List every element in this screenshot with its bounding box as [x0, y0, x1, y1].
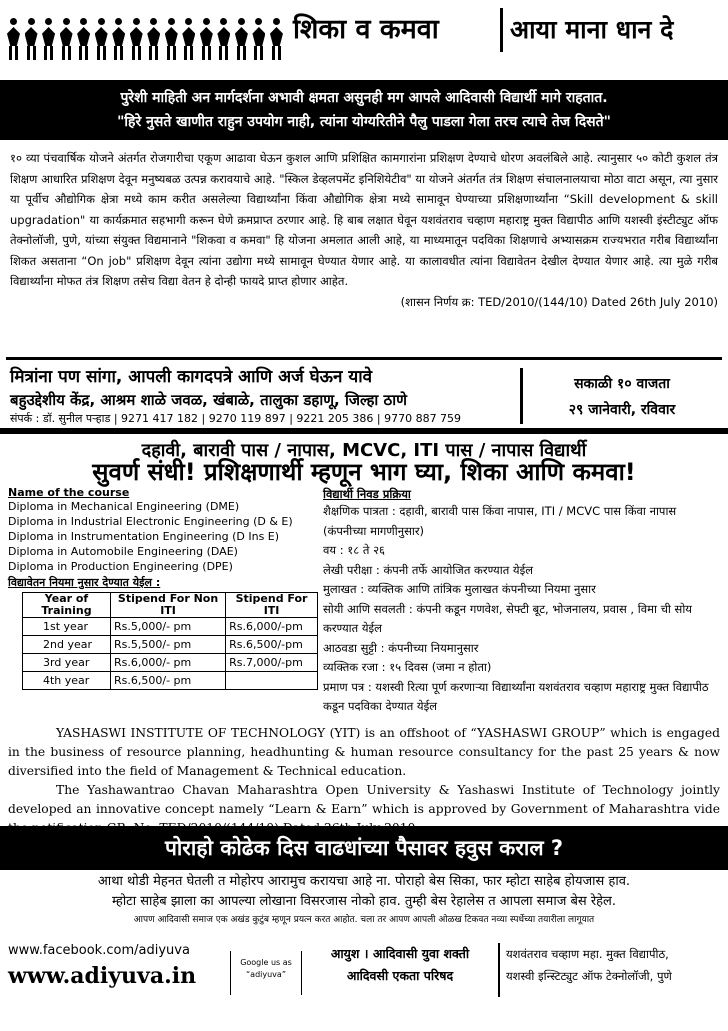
organisers [306, 943, 494, 997]
google-label: Google us as [240, 958, 292, 967]
eligibility-line: दहावी, बारावी पास / नापास, MCVC, ITI पास / नापास विद्यार्थी [141, 440, 587, 461]
table-cell: Rs.6,500/-pm [226, 636, 318, 654]
table-cell: Rs.5,500/- pm [111, 636, 226, 654]
selection-process [323, 486, 721, 722]
figure-icon [251, 18, 266, 60]
event-datetime [520, 368, 721, 424]
contact-section [0, 360, 728, 428]
website-link[interactable]: www.adiyuva.in [8, 963, 197, 989]
institute-description [8, 724, 720, 820]
contact-phones: संपर्क : डॉ. सुनील पऱ्हाड | 9271 417 182 | 9270 119 897 | 9221 205 386 | 9770 887 759 [10, 412, 462, 425]
figure-icon [234, 18, 249, 60]
list-item: मुलाखत : व्यक्तिक आणि तांत्रिक मुलाखत कंपनीच्या नियमा नुसार [323, 582, 596, 596]
message-line-2: म्होटा साहेब झाला का आपल्या लोखाना विसरजास नोको हाव. तुम्ही बेस रेहालेस त आपला समाज बेस रेहेल. [111, 894, 616, 909]
table-row [23, 654, 318, 672]
course-item: Diploma in Automobile Engineering (DAE) [8, 545, 238, 558]
course-title: Name of the course [8, 486, 130, 499]
banner-quote: "हिरे नुसते खाणीत राहुन उपयोग नाही, त्यांना योग्यरितीने पैलु पाडला गेला तरच त्याचे तेज दिसते" [117, 114, 611, 130]
table-row [23, 672, 318, 690]
institute-paragraph: YASHASWI INSTITUTE OF TECHNOLOGY (YIT) is an offshoot of “YASHASWI GROUP” which is engaged in the business of resource planning, headhunting & human resource consultancy for the past 25 years & now diversified into the field of Management & Technical education. [8, 726, 720, 778]
list-item: शैक्षणिक पात्रता : दहावी, बारावी पास किंवा नापास, ITI / MCVC पास किंवा नापास (कंपनीच्या मागणीनुसार) [323, 504, 677, 538]
list-item: लेखी परीक्षा : कंपनी तर्फे आयोजित करण्यात येईल [323, 562, 534, 577]
intro-text: १० व्या पंचवार्षिक योजने अंतर्गत रोजगारीचा एकूण आढावा घेऊन कुशल आणि प्रशिक्षित कामगारांना प्रशिक्षण देण्याचे धोरण अवलंबिले आहे. त्यानुसार ५० कोटी कुशल तंत्र शिक्षण आधारित प्रशिक्षण देवून मनुष्यबळ उत्पन्न करावयाचे आहे. "स्किल डेव्हलपमेंट इनिशियेटीव" या योजने अंतर्गत तंत्र शिक्षण संचालनालयाचा मोठा वाटा असून, त्या नुसार या पूर्वीच औद्योगिक क्षेत्रा मध्ये काम करीत असलेल्या विद्यार्थ्यांना किंवा औद्योगिक क्षेत्रा मध्ये सामावून घेण्याच्या प्रशिक्षणार्थ्यांना “Skill development & skill upgradation" या कार्यक्रमात सहभागी करून घेणे क्रमप्राप्त ठरणार आहे. हि बाब लक्षात घेवून यशवंतराव चव्हाण महाराष्ट्र मुक्त विद्यापीठ आणि यशस्वी इंस्टीट्युट ऑफ तेक्नोलॉजी, पुणे, यांच्या संयुक्त विद्यमानाने "शिकवा व कमवा" हि योजना अमलात आली आहे, या माध्यमातून पदविका शिक्षणाचे अभ्यासक्रम राज्यभरात गरीब विद्यार्थ्यांना शिकत असताना “On job" प्रशिक्षण देवून त्यांना उद्योगा मध्ये सामावून घेण्यात येणार आहे. या कालावधीत त्यांना विद्यावेतन देखील देण्यात येणार आहे. त्या मुळे गरीब विद्यार्थ्यांना मोफत तंत्र शिक्षण तसेच विद्या वेतन हे दोन्ही फायदे प्राप्त होणार आहेत. [10, 151, 718, 288]
opportunity-headline: सुवर्ण संधी! प्रशिक्षणार्थी म्हणून भाग घ्या, शिका आणि कमवा! [92, 458, 636, 486]
figure-icon [41, 18, 56, 60]
table-cell: 2nd year [23, 636, 111, 654]
motivation-message [10, 872, 718, 932]
figure-icon [181, 18, 196, 60]
quote-banner [0, 80, 728, 140]
figure-icon [129, 18, 144, 60]
approval-paragraph: The Yashawantrao Chavan Maharashtra Open University & Yashaswi Institute of Technology jointly developed an innovative concept namely “Learn & Earn” which is approved by Government of Maharashtra vide [8, 783, 720, 816]
venue-address: बहुउद्देशीय केंद्र, आश्रम शाळे जवळ, खंबाळे, तालुका डहाणू, जिल्हा ठाणे [10, 391, 407, 409]
column-header: Stipend For Non ITI [111, 593, 226, 618]
table-cell [226, 672, 318, 690]
stipend-title: विद्यावेतन नियमा नुसार देण्यात येईल : [8, 576, 161, 589]
figure-icon [269, 18, 284, 60]
figure-icon [199, 18, 214, 60]
table-cell: 4th year [23, 672, 111, 690]
course-item: Diploma in Industrial Electronic Engineering (D & E) [8, 515, 293, 528]
google-hint [230, 951, 302, 995]
table-cell: Rs.6,000/- pm [111, 654, 226, 672]
google-keyword: “adiyuva” [246, 970, 286, 979]
list-item: व्यक्तिक रजा : १५ दिवस (जमा न होता) [323, 660, 492, 674]
table-cell: Rs.6,500/- pm [111, 672, 226, 690]
poster-title: शिका व कमवा [293, 14, 439, 45]
course-list [8, 499, 318, 574]
course-section [8, 486, 318, 722]
facebook-link[interactable]: www.facebook.com/adiyuva [8, 943, 190, 958]
figure-icon [24, 18, 39, 60]
table-row [23, 618, 318, 636]
table-cell: 3rd year [23, 654, 111, 672]
intro-paragraph [10, 148, 718, 356]
invite-line: मित्रांना पण सांगा, आपली कागदपत्रे आणि अर्ज घेऊन यावे [10, 367, 373, 387]
course-item: Diploma in Instrumentation Engineering (D Ins E) [8, 530, 280, 543]
list-item: प्रमाण पत्र : यशस्वी रित्या पूर्ण करणाऱ्या विद्यार्थ्यांना यशवंतराव चव्हाण महाराष्ट्र मुक्त विद्यापीठ कडून पदविका देण्यात येईल [323, 679, 709, 713]
message-line-3: आपण आदिवासी समाज एक अखंड कुटुंब म्हणून प्रयत्न करत आहोत. चला तर आपण आपली ओळख टिकवत नव्या स्पर्धेच्या तयारीला लागूयात [133, 915, 595, 925]
selection-list [323, 502, 721, 717]
organiser-name: आदिवसी एकता परिषद [346, 968, 454, 983]
column-header: Stipend For ITI [226, 593, 318, 618]
column-header: Year of Training [23, 593, 111, 618]
organiser-name: आयुश । आदिवासी युवा शक्ती [330, 946, 470, 961]
poster-slogan: आया माना धान दे [510, 15, 674, 44]
table-cell: Rs.5,000/- pm [111, 618, 226, 636]
event-date: २९ जानेवारी, रविवार [568, 402, 676, 418]
figure-icon [111, 18, 126, 60]
dream-banner: पोराहो कोढेक दिस वाढधांच्या पैसावर हवुस कराल ? [0, 826, 728, 870]
table-cell: 1st year [23, 618, 111, 636]
list-item: सोयी आणि सवलती : कंपनी कडून गणवेश, सेफ्टी बूट, भोजनालय, प्रवास , विमा ची सोय करण्यात येईल [323, 601, 692, 635]
table-header-row [23, 593, 318, 618]
figure-icon [76, 18, 91, 60]
figure-icon [94, 18, 109, 60]
figure-icon [146, 18, 161, 60]
list-item: आठवडा सुट्टी : कंपनीच्या नियमानुसार [323, 640, 479, 655]
message-line-1: आथा थोडी मेहनत घेतली त मोहोरप आरामुच करायचा आहे ना. पोराहो बेस सिका, फार म्होटा साहेब होयजास हाव. [97, 874, 631, 889]
figure-icon [6, 18, 21, 60]
figure-icon [59, 18, 74, 60]
table-cell: Rs.7,000/-pm [226, 654, 318, 672]
institute-name: यशस्वी इन्स्टिट्युट ऑफ टेक्नोलॉजी, पुणे [506, 969, 672, 983]
tribal-figures-decoration [6, 18, 284, 60]
banner-line-1: पुरेशी माहिती अन मार्गदर्शना अभावी क्षमता असुनही मग आपले आदिवासी विद्यार्थी मागे राहतात. [120, 90, 608, 106]
table-cell: Rs.6,000/-pm [226, 618, 318, 636]
university-name: यशवंतराव चव्हाण महा. मुक्त विद्यापीठ, [506, 947, 669, 961]
event-time: सकाळी १० वाजता [574, 376, 670, 392]
figure-icon [216, 18, 231, 60]
partner-institutions [498, 943, 724, 997]
list-item: वय : १८ ते २६ [323, 543, 386, 557]
footer [0, 935, 728, 1031]
selection-title: विद्यार्थी निवड प्रक्रिया [323, 487, 411, 501]
stipend-table [22, 592, 318, 690]
figure-icon [164, 18, 179, 60]
course-item: Diploma in Mechanical Engineering (DME) [8, 500, 240, 513]
table-row [23, 636, 318, 654]
government-reference: (शासन निर्णय क्र: TED/2010/(144/10) Dated 26th July 2010) [400, 294, 718, 309]
course-item: Diploma in Production Engineering (DPE) [8, 560, 233, 573]
divider [500, 8, 503, 52]
header [0, 0, 728, 80]
